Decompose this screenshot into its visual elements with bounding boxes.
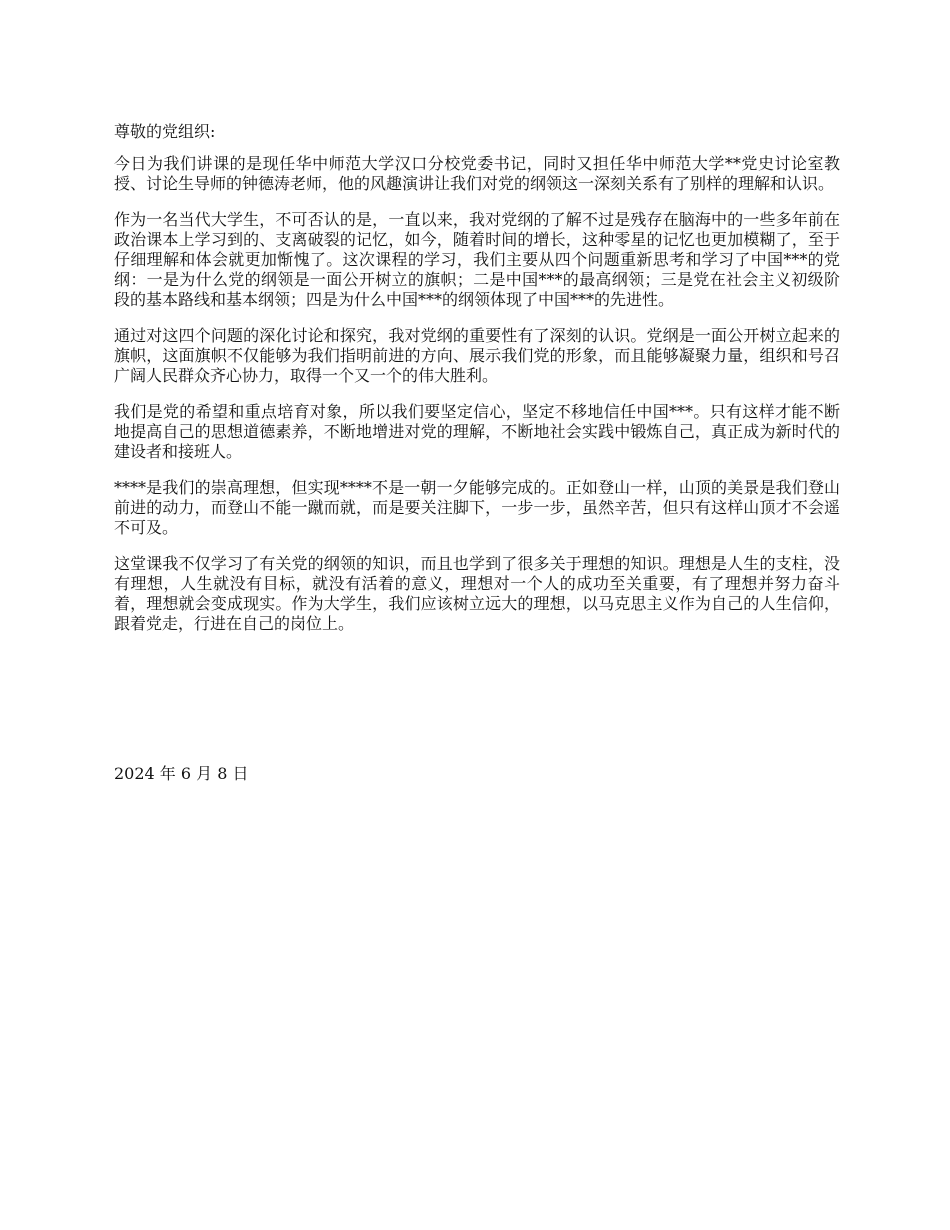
letter-date: 2024 年 6 月 8 日 bbox=[114, 764, 249, 783]
letter-body bbox=[114, 122, 840, 650]
paragraph-4: 我们是党的希望和重点培育对象，所以我们要坚定信心，坚定不移地信任中国***。只有这样才能不断地提高自己的思想道德素养，不断地增进对党的理解，不断地社会实践中锻炼自己，真正成为新时代的建设者和接班人。 bbox=[114, 402, 840, 461]
salutation: 尊敬的党组织: bbox=[114, 122, 216, 141]
paragraph-6: 这堂课我不仅学习了有关党的纲领的知识，而且也学到了很多关于理想的知识。理想是人生的支柱，没有理想，人生就没有目标，就没有活着的意义，理想对一个人的成功至关重要，有了理想并努力奋斗着，理想就会变成现实。作为大学生，我们应该树立远大的理想，以马克思主义作为自己的人生信仰，跟着党走，行进在自己的岗位上。 bbox=[114, 554, 840, 633]
paragraph-2: 作为一名当代大学生，不可否认的是，一直以来，我对党纲的了解不过是残存在脑海中的一些多年前在政治课本上学习到的、支离破裂的记忆，如今，随着时间的增长，这种零星的记忆也更加模糊了，至于仔细理解和体会就更加惭愧了。这次课程的学习，我们主要从四个问题重新思考和学习了中国***的党纲：一是为什么党的纲领是一面公开树立的旗帜；二是中国***的最高纲领；三是党在社会主义初级阶段的基本路线和基本纲领；四是为什么中国***的纲领体现了中国***的先进性。 bbox=[114, 210, 840, 309]
paragraph-1: 今日为我们讲课的是现任华中师范大学汉口分校党委书记，同时又担任华中师范大学**党史讨论室教授、讨论生导师的钟德涛老师，他的风趣演讲让我们对党的纲领这一深刻关系有了别样的理解和认识。 bbox=[114, 154, 840, 193]
paragraph-3: 通过对这四个问题的深化讨论和探究，我对党纲的重要性有了深刻的认识。党纲是一面公开树立起来的旗帜，这面旗帜不仅能够为我们指明前进的方向、展示我们党的形象，而且能够凝聚力量，组织和号召广阔人民群众齐心协力，取得一个又一个的伟大胜利。 bbox=[114, 326, 840, 385]
paragraph-5: ****是我们的崇高理想，但实现****不是一朝一夕能够完成的。正如登山一样，山顶的美景是我们登山前进的动力，而登山不能一蹴而就，而是要关注脚下，一步一步，虽然辛苦，但只有这样山顶才不会遥不可及。 bbox=[114, 478, 840, 537]
